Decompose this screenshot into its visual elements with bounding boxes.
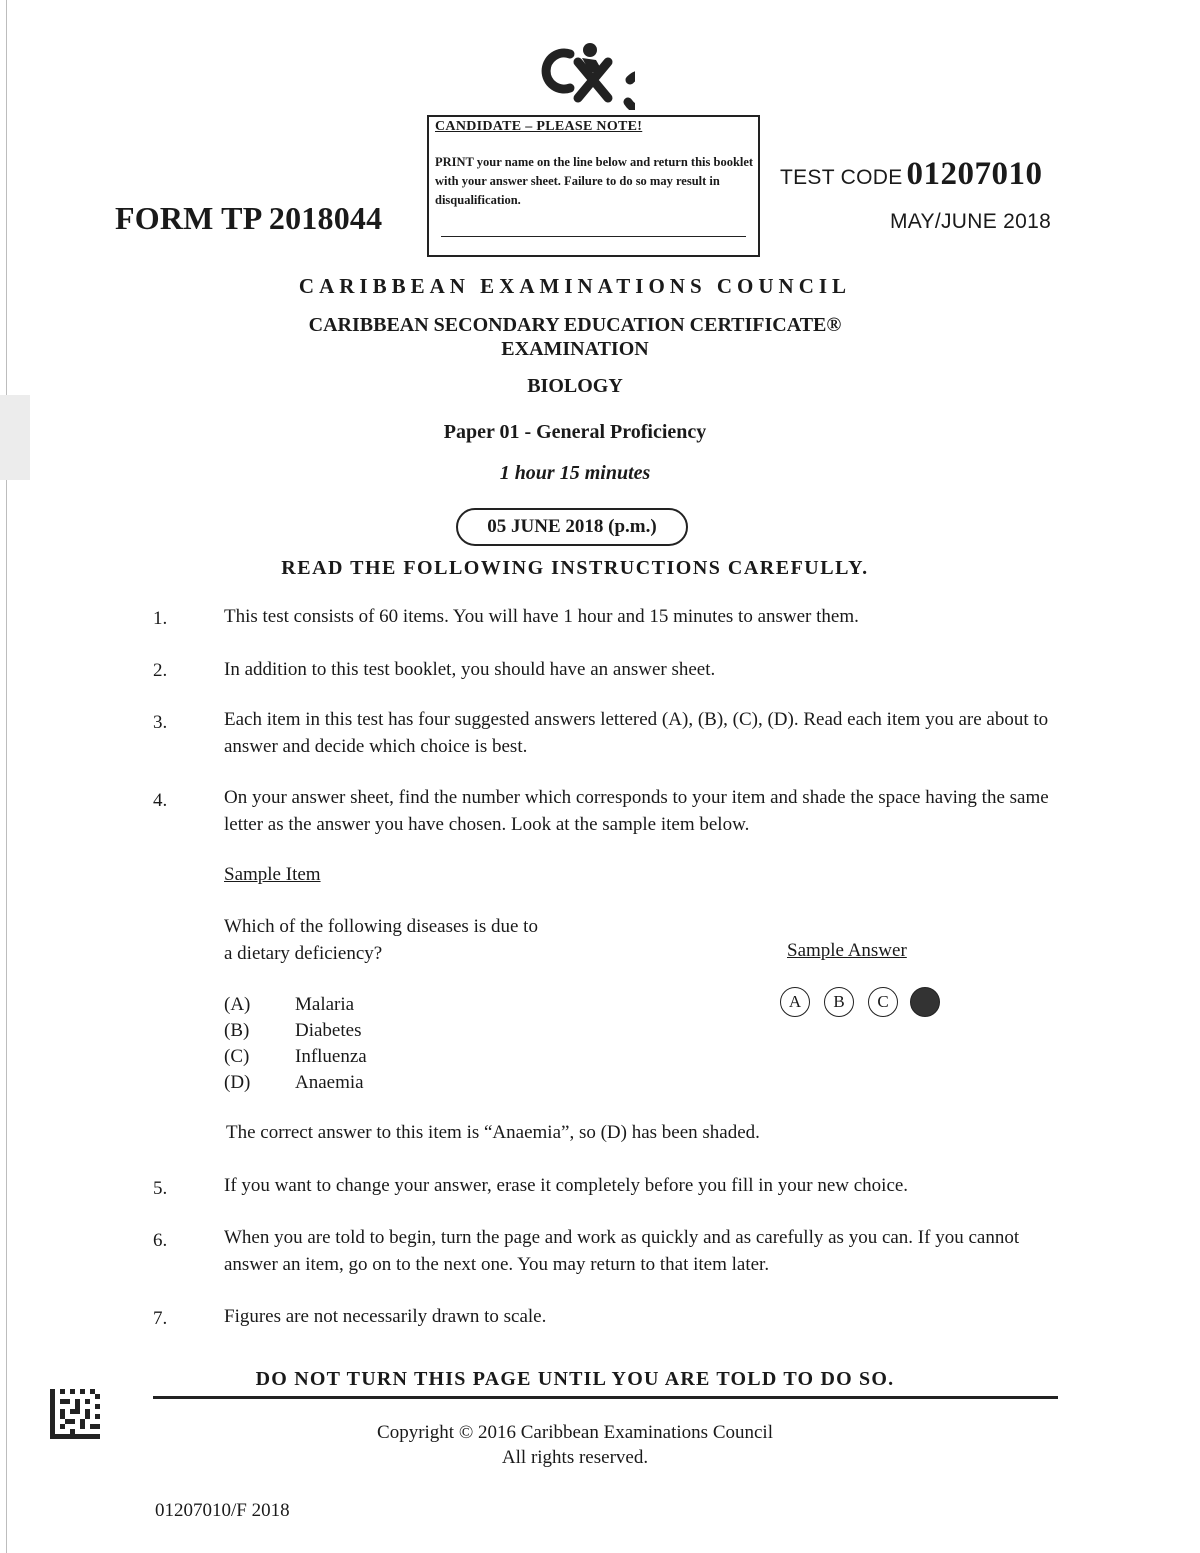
answer-bubble-a: A [780, 987, 810, 1017]
candidate-notice-box [427, 115, 760, 257]
instruction-number: 6. [153, 1230, 168, 1251]
exam-title-line2: EXAMINATION [501, 338, 649, 360]
candidate-name-line[interactable] [441, 236, 746, 237]
option-letter: (A) [224, 994, 251, 1015]
sample-question-line2: a dietary deficiency? [224, 943, 383, 964]
exam-title [150, 313, 1000, 361]
instruction-text: On your answer sheet, find the number which corresponds to your item and shade the space having the same letter as the answer you have chosen. Look at the sample item below. [224, 787, 1049, 835]
do-not-turn-notice: DO NOT TURN THIS PAGE UNTIL YOU ARE TOLD TO DO SO. [255, 1368, 895, 1390]
instruction-text: In addition to this test booklet, you should have an answer sheet. [224, 659, 716, 680]
answer-bubble-c: C [868, 987, 898, 1017]
option-letter: (B) [224, 1020, 250, 1041]
option-text: Anaemia [295, 1072, 364, 1093]
instruction-text: When you are told to begin, turn the page and work as quickly and as carefully as you can. If you cannot answer an item, go on to the next one. You may return to that item later. [224, 1227, 1020, 1275]
copyright-line2: All rights reserved. [501, 1447, 649, 1468]
page-code: 01207010/F 2018 [155, 1500, 290, 1521]
cxc-logo [530, 40, 635, 110]
instruction-text: If you want to change your answer, erase it completely before you fill in your new choice. [224, 1175, 909, 1196]
barcode-icon [50, 1389, 100, 1439]
paper-title: Paper 01 - General Proficiency [443, 421, 707, 443]
instruction-number: 2. [153, 660, 168, 681]
scan-side-strip [0, 395, 30, 480]
instruction-text: Figures are not necessarily drawn to scale. [224, 1306, 547, 1327]
test-code-value: 01207010 [906, 156, 1043, 192]
subject-title: BIOLOGY [527, 375, 623, 397]
exam-date: 05 JUNE 2018 (p.m.) [456, 508, 688, 546]
sample-explanation: The correct answer to this item is “Anaemia”, so (D) has been shaded. [226, 1122, 760, 1143]
sample-item-heading: Sample Item [224, 864, 321, 885]
council-name: CARIBBEAN EXAMINATIONS COUNCIL [298, 274, 852, 298]
test-code-label: TEST CODE [780, 166, 903, 189]
instruction-number: 1. [153, 608, 168, 629]
notice-title: CANDIDATE – PLEASE NOTE! [435, 119, 643, 134]
notice-text: PRINT your name on the line below and return this booklet with your answer sheet. Failure to do so may result in disqualification. [435, 155, 754, 207]
sample-question [224, 913, 624, 967]
sample-question-line1: Which of the following diseases is due to [224, 916, 538, 937]
copyright [150, 1420, 1000, 1470]
instruction-number: 4. [153, 790, 168, 811]
page-edge-line [6, 0, 7, 1553]
answer-bubble-d-shaded [910, 987, 940, 1017]
instruction-text: Each item in this test has four suggested answers lettered (A), (B), (C), (D). Read each item you are about to answer and decide which choice is best. [224, 709, 1049, 757]
instruction-text: This test consists of 60 items. You will have 1 hour and 15 minutes to answer them. [224, 606, 859, 627]
option-letter: (C) [224, 1046, 250, 1067]
copyright-line1: Copyright © 2016 Caribbean Examinations Council [377, 1422, 773, 1443]
read-instructions-heading: READ THE FOLLOWING INSTRUCTIONS CAREFULLY. [281, 557, 869, 579]
instruction-number: 7. [153, 1308, 168, 1329]
exam-session: MAY/JUNE 2018 [890, 210, 1052, 233]
option-text: Influenza [295, 1046, 367, 1067]
instruction-number: 3. [153, 712, 168, 733]
option-text: Malaria [295, 994, 355, 1015]
instruction-number: 5. [153, 1178, 168, 1199]
option-text: Diabetes [295, 1020, 362, 1041]
exam-title-line1: CARIBBEAN SECONDARY EDUCATION CERTIFICATE® [308, 314, 842, 336]
option-letter: (D) [224, 1072, 251, 1093]
exam-duration: 1 hour 15 minutes [499, 462, 651, 484]
test-code [780, 156, 1043, 193]
sample-answer-heading: Sample Answer [787, 940, 907, 961]
answer-bubble-b: B [824, 987, 854, 1017]
form-code: FORM TP 2018044 [115, 200, 383, 236]
footer-divider [153, 1396, 1058, 1399]
